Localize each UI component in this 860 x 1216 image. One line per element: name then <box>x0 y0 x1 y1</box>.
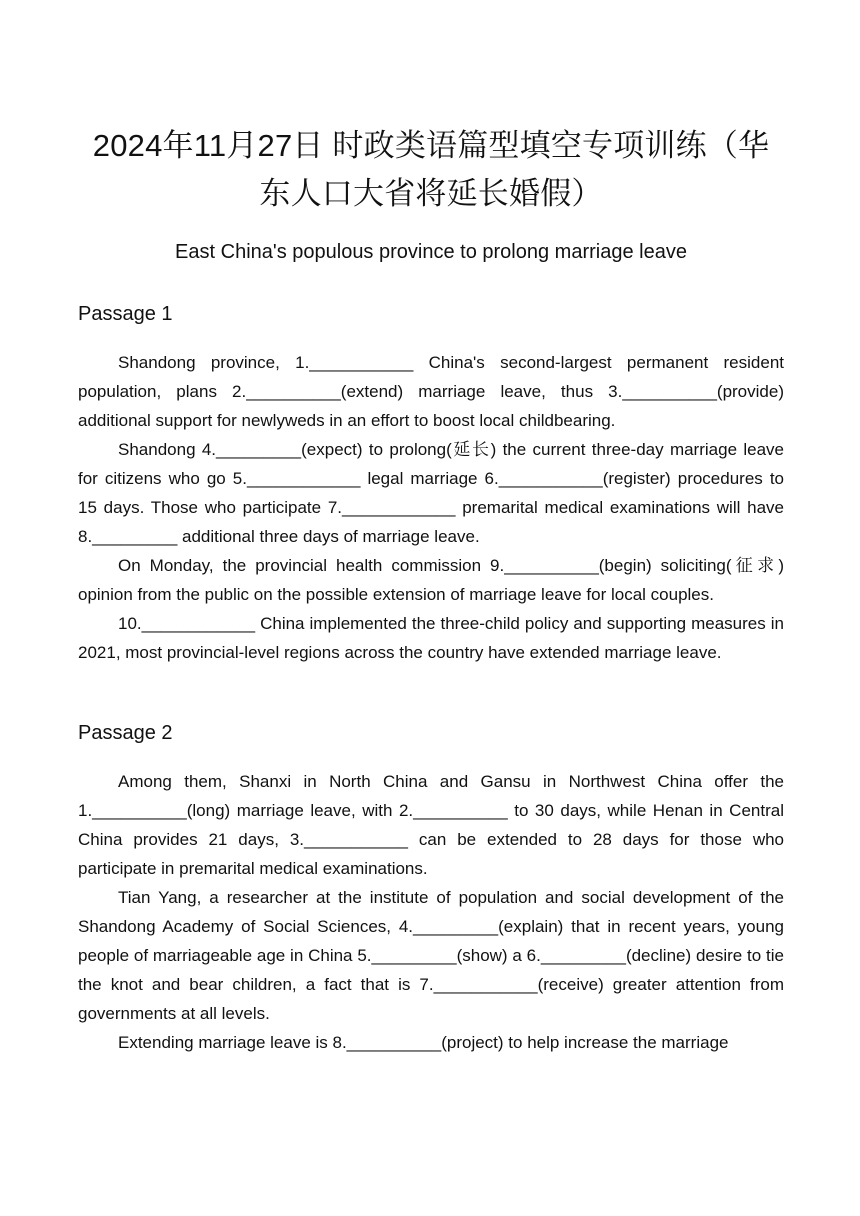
passage-paragraph: Shandong province, 1.___________ China's second-largest permanent resident population, plans 2.__________(extend) marriage leave, thus 3.__________(provide) additional support for newlyweds in an effort to boost local childbearing. <box>78 353 784 430</box>
passage-heading: Passage 2 <box>78 722 173 744</box>
passage-paragraph: 10.____________ China implemented the three-child policy and supporting measures in 2021, most provincial-level regions across the country have extended marriage leave. <box>78 614 784 662</box>
passage-heading: Passage 1 <box>78 303 173 325</box>
passage-2 <box>78 719 784 1057</box>
passage-paragraph: Extending marriage leave is 8.__________(project) to help increase the marriage <box>118 1033 729 1052</box>
document-page <box>78 122 784 1109</box>
document-title: 2024年11月27日 时政类语篇型填空专项训练（华东人口大省将延长婚假） <box>92 128 770 211</box>
passage-1 <box>78 300 784 667</box>
document-subtitle: East China's populous province to prolong marriage leave <box>175 241 687 263</box>
passage-paragraph: Among them, Shanxi in North China and Gansu in Northwest China offer the 1.__________(long) marriage leave, with 2.__________ to 30 days, while Henan in Central China provides 21 days, 3.___________ can be extended to 28 days for those who participate in premarital medical examinations. <box>78 772 784 878</box>
passage-paragraph: Shandong 4._________(expect) to prolong(延长) the current three-day marriage leave for citizens who go 5.____________ legal marriage 6.___________(register) procedures to 15 days. Those who participate 7.____________ premarital medical examinations will have 8._________ additional three days of marriage leave. <box>78 440 784 546</box>
passage-paragraph: On Monday, the provincial health commission 9.__________(begin) soliciting(征求) opinion from the public on the possible extension of marriage leave for local couples. <box>78 556 784 604</box>
passage-paragraph: Tian Yang, a researcher at the institute of population and social development of the Shandong Academy of Social Sciences, 4._________(explain) that in recent years, young people of marriageable age in China 5._________(show) a 6._________(decline) desire to tie the knot and bear children, a fact that is 7.___________(receive) greater attention from governments at all levels. <box>78 888 784 1023</box>
